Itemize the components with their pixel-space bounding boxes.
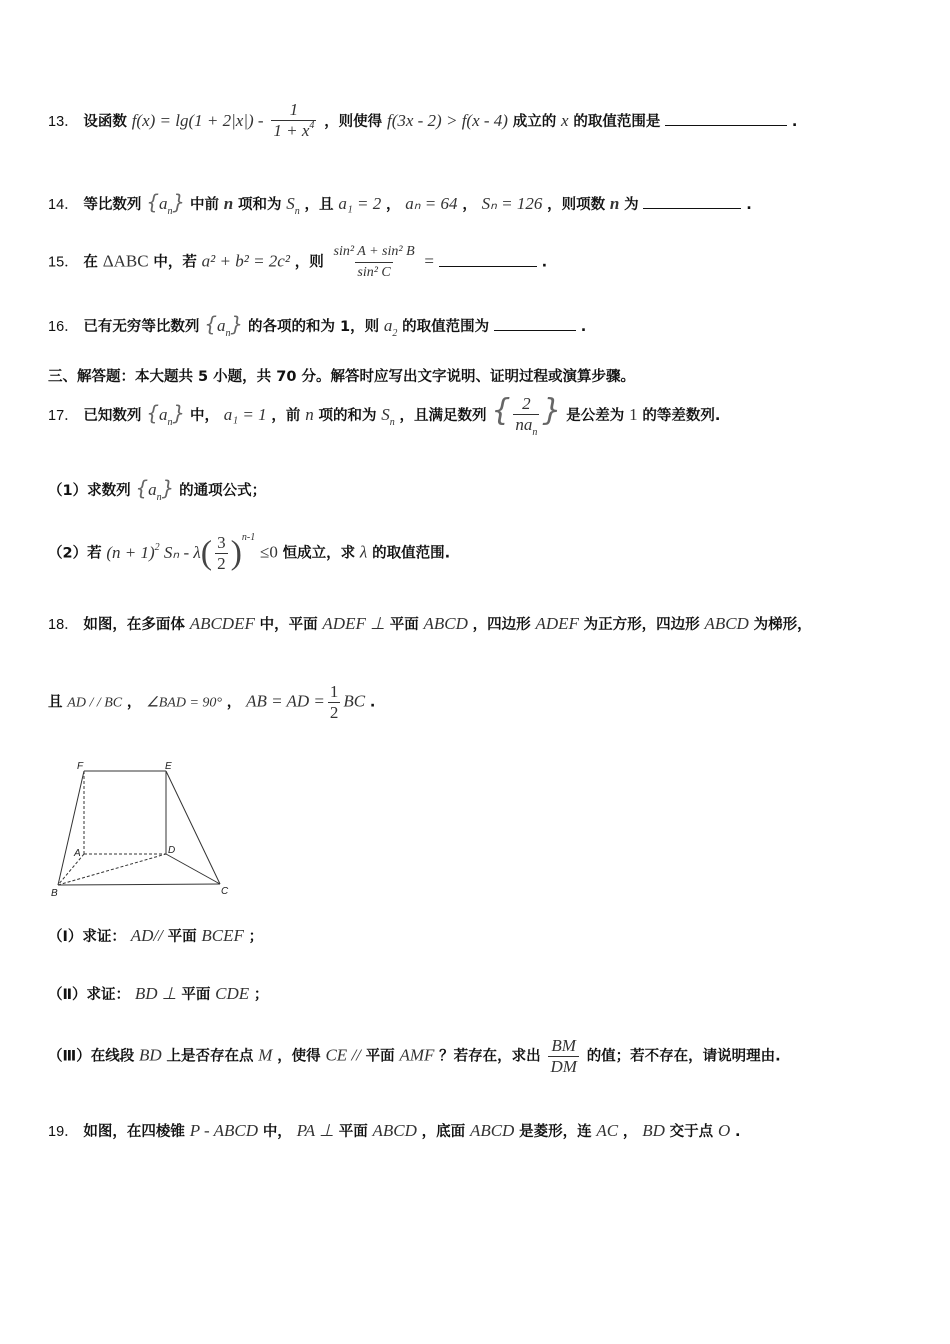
question-number: 17． <box>48 408 79 424</box>
question-number: 14． <box>48 197 79 213</box>
vertex-label-c: C <box>221 886 229 897</box>
fraction: $\frac{2}{na_n}$ <box>515 394 538 438</box>
question-13: 13． 设函数 f(x) = lg(1 + 2|x|) - $\frac{1}{1 + x^4}$ ，则使得 f(3x - 2) > f(x - 4) 成立的 x 的取值范围是 . <box>48 100 797 144</box>
vertex-label-d: D <box>168 845 176 856</box>
sequence: $\{a_n\}$ <box>146 401 186 428</box>
question-number: 16． <box>48 319 79 335</box>
vertex-label-f: F <box>77 761 84 772</box>
question-number: 15． <box>48 254 79 271</box>
vertex-label-b: B <box>51 888 58 899</box>
question-number: 19． <box>48 1124 79 1140</box>
fraction: $\frac{3}{2}$ <box>217 533 226 573</box>
function-definition: f(x) = lg(1 + 2|x|) - <box>131 111 264 130</box>
question-19: 19． 如图，在四棱锥 P - ABCD 中， PA ⊥ 平面 ABCD ，底面 ABCD 是菱形，连 AC ， BD 交于点 O . <box>48 1121 741 1140</box>
edge-ec <box>166 771 220 884</box>
inequality: f(3x - 2) > f(x - 4) <box>386 111 508 130</box>
question-17: 17． 已知数列 $\{a_n\}$ 中， a₁ = 1 ，前 n 项的和为 $S_n$ ，且满足数列 { $\frac{2}{na_n}$ } 是公差为 1 的等差数列. <box>48 393 721 438</box>
question-18: 18． 如图，在多面体 ABCDEF 中，平面 ADEF ⊥ 平面 ABCD ，四边形 ADEF 为正方形，四边形 ABCD 为梯形， <box>48 614 812 633</box>
question-16: 16． 已有无穷等比数列 $\{a_n\}$ 的各项的和为 1，则 $a_2$ 的取值范围为 . <box>48 312 587 339</box>
answer-blank[interactable] <box>494 316 576 331</box>
polyhedron-figure <box>48 760 238 900</box>
sequence: $\{a_n\}$ <box>146 190 186 217</box>
question-14: 14． 等比数列 $\{a_n\}$ 中前 n 项和为 $S_n$ ，且 a₁ = 2 ， aₙ = 64 ， Sₙ = 126 ，则项数 n 为 . <box>48 190 752 217</box>
question-18-part-II: （Ⅱ）求证： BD ⊥ 平面 CDE ； <box>48 984 269 1003</box>
sequence: $\{a_n\}$ <box>135 476 175 503</box>
section-heading: 三、解答题：本大题共 5 小题，共 70 分。解答时应写出文字说明、证明过程或演算步骤。 <box>48 369 635 385</box>
question-18-part-I: （Ⅰ）求证： AD// 平面 BCEF ； <box>48 926 264 945</box>
fraction: $\frac{BM}{DM}$ <box>550 1036 577 1076</box>
edge-fb <box>58 771 84 885</box>
question-number: 18． <box>48 617 79 633</box>
question-number: 13． <box>48 114 79 130</box>
fraction: $\frac{1}{1 + x^4}$ <box>271 100 316 144</box>
vertex-label-a: A <box>74 848 81 859</box>
answer-blank[interactable] <box>665 111 787 126</box>
fraction: $\frac{\text{sin² A + sin² B}}{\text{sin² C}}$ <box>332 242 417 283</box>
question-18-part-III: （Ⅲ）在线段 BD 上是否存在点 M ，使得 CE // 平面 AMF ？若存在，求出 $\frac{BM}{DM}$ 的值；若不存在，请说明理由. <box>48 1036 781 1076</box>
edge-bc <box>58 884 220 885</box>
question-18-conditions: 且 AD / / BC ， ∠BAD = 90° ， AB = AD = $\frac{1}{2}$ BC . <box>48 682 376 722</box>
fraction: $\frac{1}{2}$ <box>329 682 339 722</box>
answer-blank[interactable] <box>439 252 537 267</box>
question-17-part-1: （1）求数列 $\{a_n\}$ 的通项公式； <box>48 476 267 503</box>
sequence: $\{a_n\}$ <box>204 312 244 339</box>
question-15: 15． 在 ΔABC 中，若 a² + b² = 2c² ，则 $\frac{\text{sin² A + sin² B}}{\text{sin² C}}$ = . <box>48 242 547 283</box>
edge-dc <box>166 854 220 884</box>
answer-blank[interactable] <box>643 194 741 209</box>
question-17-part-2: （2）若 $(n + 1)^2$ Sₙ - λ( $\frac{3}{2}$ )$^{n-1}$ ≤0 恒成立，求 λ 的取值范围. <box>48 531 451 573</box>
vertex-label-e: E <box>165 761 172 772</box>
